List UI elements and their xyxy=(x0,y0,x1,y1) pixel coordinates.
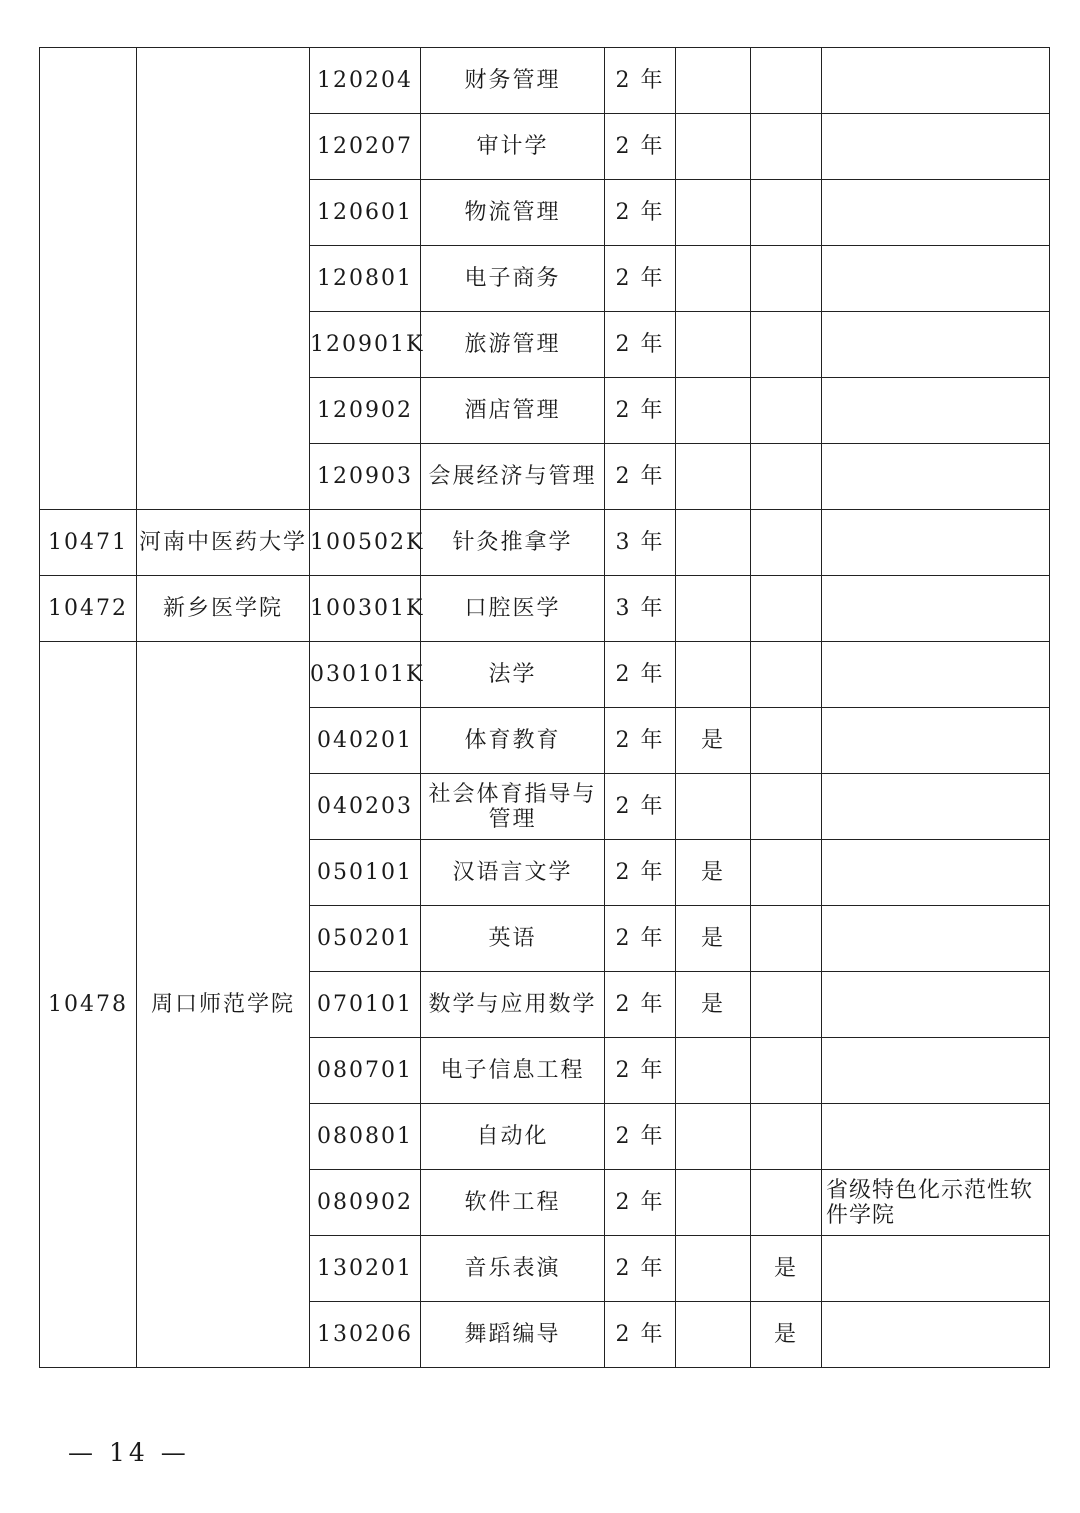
flag-column-5-cell xyxy=(676,1170,751,1236)
duration-cell: 2 年 xyxy=(605,1302,676,1368)
table-row xyxy=(40,510,1050,576)
flag-column-6-cell xyxy=(751,708,822,774)
major-code-cell: 120801 xyxy=(310,246,421,312)
flag-column-6-cell xyxy=(751,1170,822,1236)
major-code-cell: 030101K xyxy=(310,642,421,708)
note-cell xyxy=(822,312,1050,378)
duration-cell: 2 年 xyxy=(605,312,676,378)
major-code-cell: 120207 xyxy=(310,114,421,180)
major-code-cell: 070101 xyxy=(310,972,421,1038)
note-cell xyxy=(822,510,1050,576)
major-name-cell: 物流管理 xyxy=(421,180,605,246)
flag-column-6-cell xyxy=(751,1104,822,1170)
flag-column-6-cell xyxy=(751,246,822,312)
flag-column-6-cell xyxy=(751,444,822,510)
flag-column-6-cell xyxy=(751,378,822,444)
major-name-cell: 英语 xyxy=(421,906,605,972)
majors-table xyxy=(39,47,1050,1368)
flag-column-6-cell xyxy=(751,510,822,576)
major-code-cell: 130206 xyxy=(310,1302,421,1368)
major-code-cell: 080902 xyxy=(310,1170,421,1236)
duration-cell: 2 年 xyxy=(605,180,676,246)
major-code-cell: 100502K xyxy=(310,510,421,576)
major-name-cell: 自动化 xyxy=(421,1104,605,1170)
flag-column-5-cell: 是 xyxy=(676,906,751,972)
flag-column-6-cell xyxy=(751,312,822,378)
flag-column-5-cell xyxy=(676,774,751,840)
major-code-cell: 050101 xyxy=(310,840,421,906)
note-cell xyxy=(822,444,1050,510)
institution-name-cell: 周口师范学院 xyxy=(137,642,310,1368)
major-code-cell: 120601 xyxy=(310,180,421,246)
duration-cell: 2 年 xyxy=(605,444,676,510)
major-name-cell: 财务管理 xyxy=(421,48,605,114)
note-cell xyxy=(822,840,1050,906)
note-cell xyxy=(822,246,1050,312)
major-name-cell: 数学与应用数学 xyxy=(421,972,605,1038)
major-code-cell: 130201 xyxy=(310,1236,421,1302)
major-name-cell: 酒店管理 xyxy=(421,378,605,444)
duration-cell: 2 年 xyxy=(605,1104,676,1170)
flag-column-5-cell xyxy=(676,246,751,312)
duration-cell: 2 年 xyxy=(605,972,676,1038)
flag-column-6-cell xyxy=(751,180,822,246)
flag-column-5-cell xyxy=(676,444,751,510)
major-code-cell: 120903 xyxy=(310,444,421,510)
major-name-cell: 舞蹈编导 xyxy=(421,1302,605,1368)
flag-column-5-cell: 是 xyxy=(676,972,751,1038)
institution-name-cell: 新乡医学院 xyxy=(137,576,310,642)
flag-column-5-cell xyxy=(676,576,751,642)
page-number: — 14 — xyxy=(68,1438,190,1467)
flag-column-5-cell xyxy=(676,378,751,444)
note-cell xyxy=(822,1236,1050,1302)
note-cell xyxy=(822,774,1050,840)
flag-column-5-cell xyxy=(676,312,751,378)
note-cell xyxy=(822,972,1050,1038)
duration-cell: 2 年 xyxy=(605,1038,676,1104)
major-name-cell: 针灸推拿学 xyxy=(421,510,605,576)
institution-code-cell: 10471 xyxy=(40,510,137,576)
table-row xyxy=(40,48,1050,114)
major-code-cell: 100301K xyxy=(310,576,421,642)
flag-column-6-cell: 是 xyxy=(751,1236,822,1302)
institution-code-cell xyxy=(40,48,137,510)
flag-column-6-cell xyxy=(751,576,822,642)
duration-cell: 2 年 xyxy=(605,906,676,972)
major-name-cell: 口腔医学 xyxy=(421,576,605,642)
flag-column-6-cell xyxy=(751,48,822,114)
note-cell xyxy=(822,180,1050,246)
major-code-cell: 080701 xyxy=(310,1038,421,1104)
duration-cell: 2 年 xyxy=(605,708,676,774)
major-name-cell: 软件工程 xyxy=(421,1170,605,1236)
major-name-cell: 音乐表演 xyxy=(421,1236,605,1302)
major-code-cell: 120204 xyxy=(310,48,421,114)
major-code-cell: 120902 xyxy=(310,378,421,444)
note-cell xyxy=(822,906,1050,972)
table-row xyxy=(40,576,1050,642)
duration-cell: 2 年 xyxy=(605,1170,676,1236)
major-name-cell: 电子信息工程 xyxy=(421,1038,605,1104)
duration-cell: 2 年 xyxy=(605,378,676,444)
major-name-cell: 法学 xyxy=(421,642,605,708)
note-cell xyxy=(822,1302,1050,1368)
institution-name-cell xyxy=(137,48,310,510)
flag-column-5-cell xyxy=(676,510,751,576)
major-name-cell: 会展经济与管理 xyxy=(421,444,605,510)
flag-column-5-cell xyxy=(676,180,751,246)
note-cell xyxy=(822,1038,1050,1104)
note-cell: 省级特色化示范性软件学院 xyxy=(822,1170,1050,1236)
note-cell xyxy=(822,114,1050,180)
flag-column-6-cell xyxy=(751,972,822,1038)
institution-code-cell: 10472 xyxy=(40,576,137,642)
table-body xyxy=(40,48,1050,1368)
flag-column-6-cell xyxy=(751,1038,822,1104)
major-name-cell: 旅游管理 xyxy=(421,312,605,378)
institution-name-cell: 河南中医药大学 xyxy=(137,510,310,576)
duration-cell: 2 年 xyxy=(605,1236,676,1302)
note-cell xyxy=(822,642,1050,708)
duration-cell: 2 年 xyxy=(605,114,676,180)
flag-column-6-cell xyxy=(751,114,822,180)
flag-column-6-cell xyxy=(751,840,822,906)
duration-cell: 3 年 xyxy=(605,510,676,576)
duration-cell: 2 年 xyxy=(605,48,676,114)
flag-column-5-cell xyxy=(676,114,751,180)
major-name-cell: 电子商务 xyxy=(421,246,605,312)
flag-column-5-cell xyxy=(676,642,751,708)
flag-column-5-cell xyxy=(676,1104,751,1170)
flag-column-5-cell xyxy=(676,1038,751,1104)
major-name-cell: 社会体育指导与管理 xyxy=(421,774,605,840)
flag-column-5-cell xyxy=(676,1302,751,1368)
flag-column-6-cell xyxy=(751,906,822,972)
duration-cell: 2 年 xyxy=(605,840,676,906)
major-code-cell: 040203 xyxy=(310,774,421,840)
major-code-cell: 080801 xyxy=(310,1104,421,1170)
major-code-cell: 040201 xyxy=(310,708,421,774)
duration-cell: 3 年 xyxy=(605,576,676,642)
note-cell xyxy=(822,378,1050,444)
flag-column-5-cell xyxy=(676,48,751,114)
table-row xyxy=(40,642,1050,708)
major-name-cell: 体育教育 xyxy=(421,708,605,774)
duration-cell: 2 年 xyxy=(605,246,676,312)
major-name-cell: 汉语言文学 xyxy=(421,840,605,906)
duration-cell: 2 年 xyxy=(605,774,676,840)
duration-cell: 2 年 xyxy=(605,642,676,708)
note-cell xyxy=(822,576,1050,642)
note-cell xyxy=(822,48,1050,114)
major-code-cell: 120901K xyxy=(310,312,421,378)
note-cell xyxy=(822,1104,1050,1170)
note-cell xyxy=(822,708,1050,774)
flag-column-6-cell xyxy=(751,774,822,840)
flag-column-5-cell: 是 xyxy=(676,840,751,906)
institution-code-cell: 10478 xyxy=(40,642,137,1368)
flag-column-6-cell: 是 xyxy=(751,1302,822,1368)
flag-column-6-cell xyxy=(751,642,822,708)
major-name-cell: 审计学 xyxy=(421,114,605,180)
flag-column-5-cell xyxy=(676,1236,751,1302)
flag-column-5-cell: 是 xyxy=(676,708,751,774)
major-code-cell: 050201 xyxy=(310,906,421,972)
